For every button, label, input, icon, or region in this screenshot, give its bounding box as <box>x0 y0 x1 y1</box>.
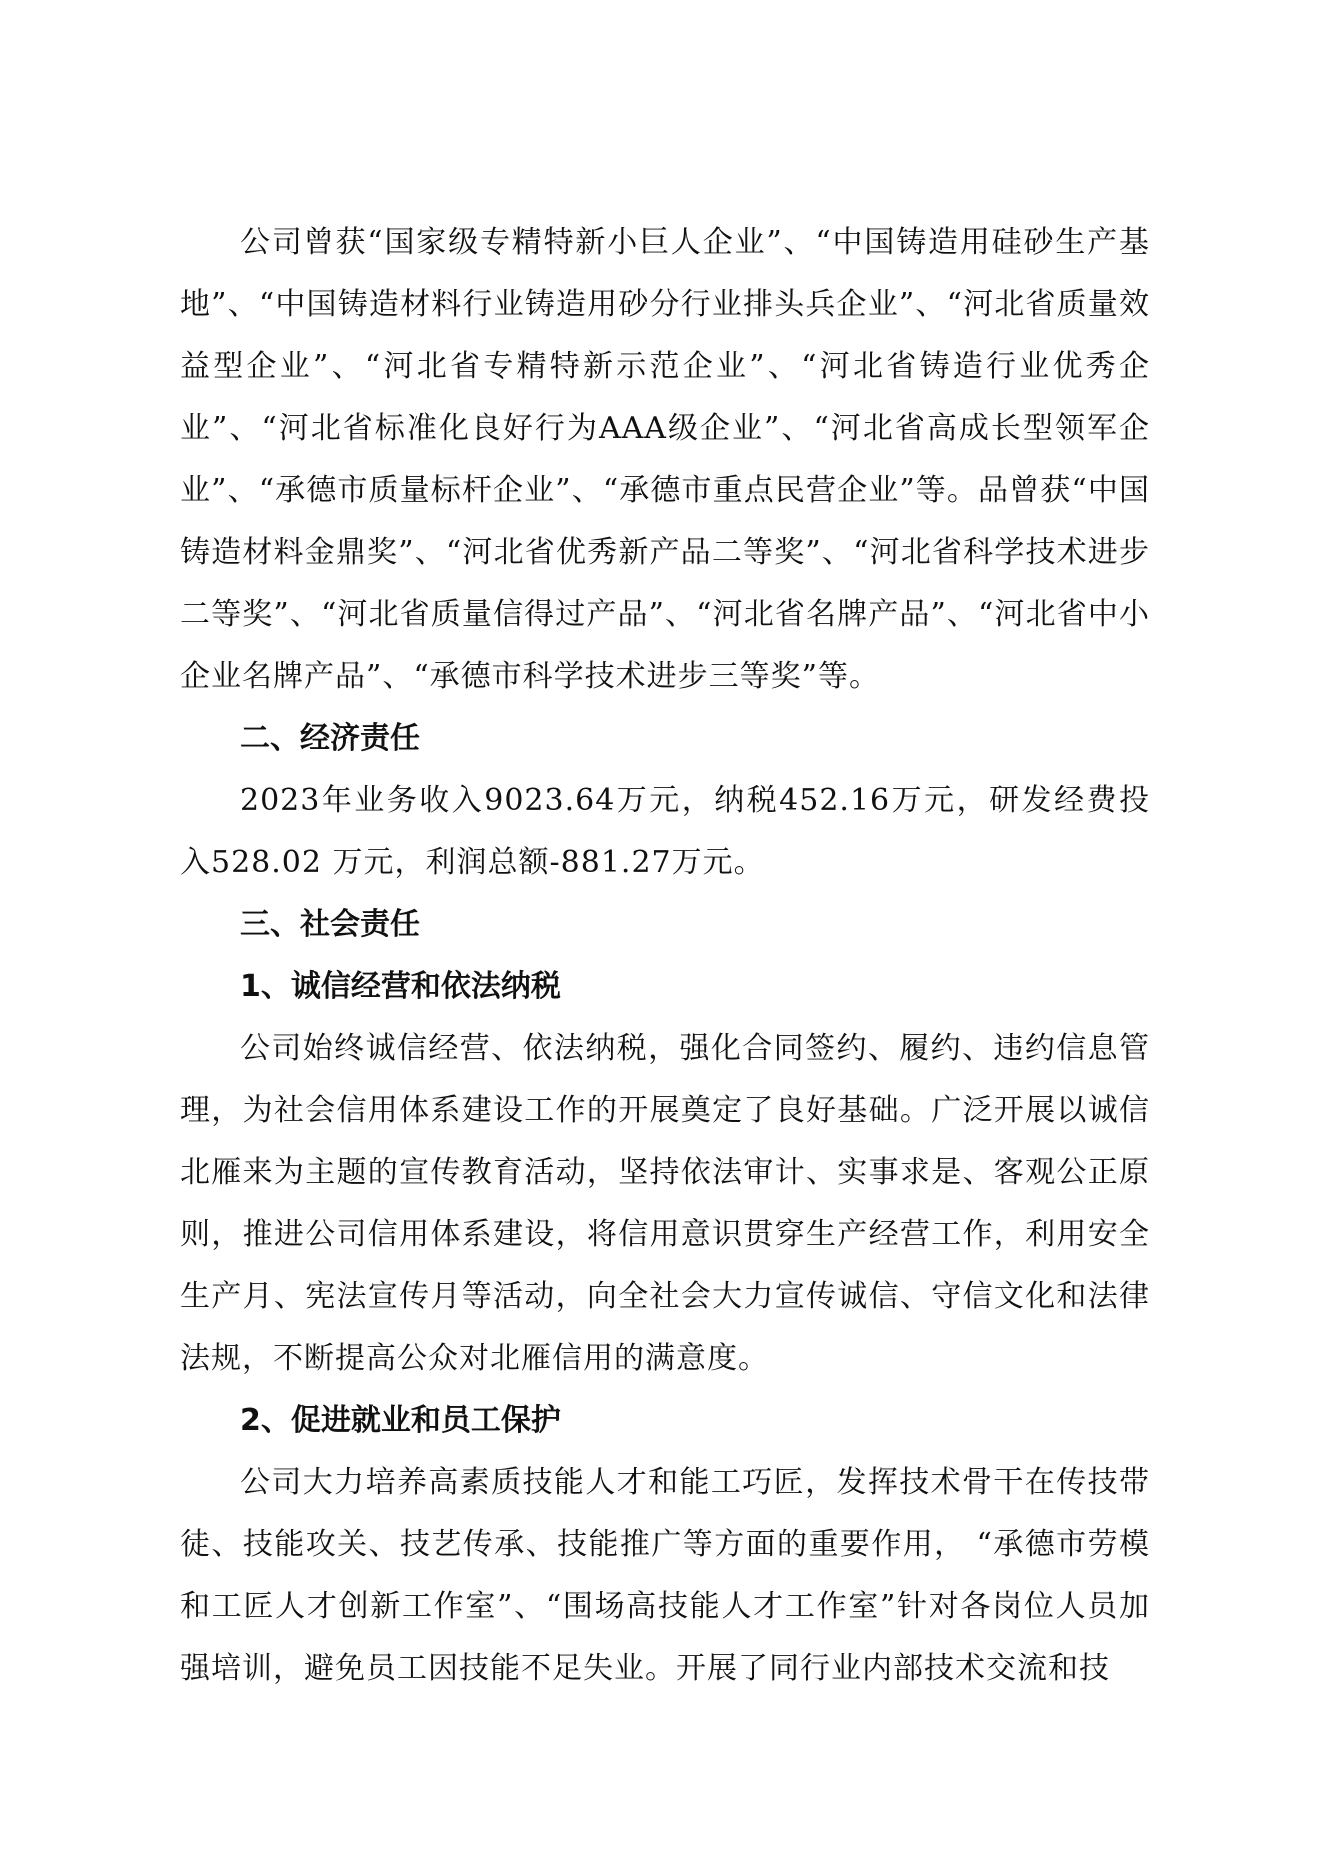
document-body <box>180 212 1150 1700</box>
section-heading-social: 三、社会责任 <box>240 907 420 942</box>
integrity-paragraph: 公司始终诚信经营、依法纳税，强化合同签约、履约、违约信息管理，为社会信用体系建设工作的开展奠定了良好基础。广泛开展以诚信北雁来为主题的宣传教育活动，坚持依法审计、实事求是、客观公正原则，推进公司信用体系建设，将信用意识贯穿生产经营工作，利用安全生产月、宪法宣传月等活动，向全社会大力宣传诚信、守信文化和法律法规，不断提高公众对北雁信用的满意度。 <box>180 1031 1150 1376</box>
subheading-employment: 2、促进就业和员工保护 <box>240 1403 561 1438</box>
subheading-integrity: 1、诚信经营和依法纳税 <box>240 969 561 1004</box>
employment-paragraph: 公司大力培养高素质技能人才和能工巧匠，发挥技术骨干在传技带徒、技能攻关、技艺传承、技能推广等方面的重要作用， “承德市劳模和工匠人才创新工作室”、“围场高技能人才工作室”针对各岗位人员加强培训，避免员工因技能不足失业。开展了同行业内部技术交流和技 <box>180 1465 1150 1686</box>
economic-paragraph: 2023年业务收入9023.64万元，纳税452.16万元，研发经费投入528.02 万元，利润总额-881.27万元。 <box>180 783 1150 880</box>
section-heading-economic: 二、经济责任 <box>240 721 420 756</box>
honors-paragraph: 公司曾获“国家级专精特新小巨人企业”、“中国铸造用硅砂生产基地”、“中国铸造材料行业铸造用砂分行业排头兵企业”、“河北省质量效益型企业”、“河北省专精特新示范企业”、“河北省铸造行业优秀企业”、“河北省标准化良好行为AAA级企业”、“河北省高成长型领军企业”、“承德市质量标杆企业”、“承德市重点民营企业”等。品曾获“中国铸造材料金鼎奖”、“河北省优秀新产品二等奖”、“河北省科学技术进步二等奖”、“河北省质量信得过产品”、“河北省名牌产品”、“河北省中小企业名牌产品”、“承德市科学技术进步三等奖”等。 <box>180 225 1150 694</box>
